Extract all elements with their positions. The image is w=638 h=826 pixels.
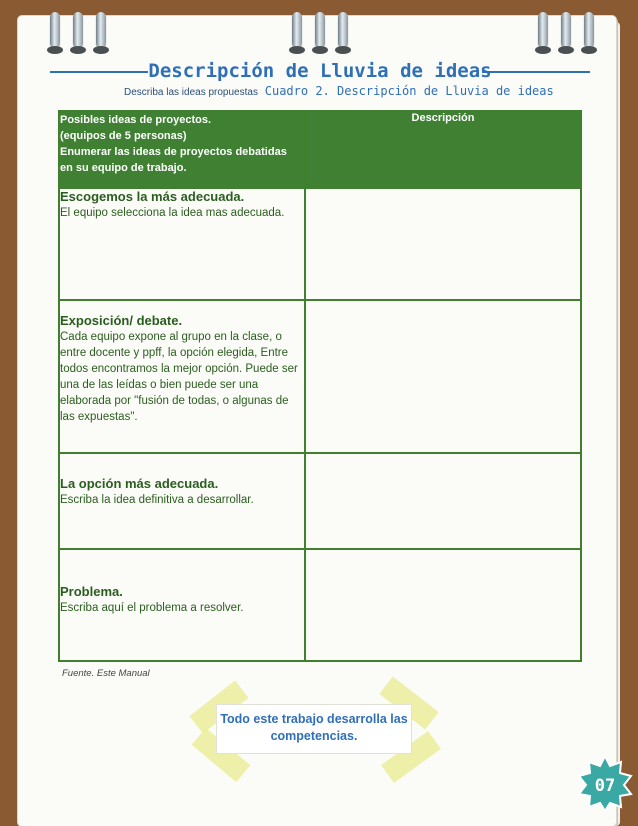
- row-label-cell: [59, 188, 305, 300]
- binder-ring-icon: [584, 12, 594, 48]
- description-cell[interactable]: [305, 188, 581, 300]
- table-row: [59, 453, 581, 548]
- table-row: [59, 549, 581, 661]
- binder-ring-icon: [73, 12, 83, 48]
- row-text: Escriba la idea definitiva a desarrollar.: [60, 494, 254, 507]
- binder-ring-icon: [538, 12, 548, 48]
- sticky-note: [196, 694, 432, 764]
- binder-ring-icon: [315, 12, 325, 48]
- header-ideas: [59, 111, 305, 188]
- note-text: Todo este trabajo desarrolla las competencias.: [216, 704, 412, 754]
- source-note: Fuente. Este Manual: [62, 668, 150, 679]
- description-cell[interactable]: [305, 453, 581, 548]
- row-label-cell: [59, 300, 305, 454]
- row-text: Cada equipo expone al grupo en la clase, o entre docente y ppff, la opción elegida, Entre todos encontramos la mejor opción. Puede ser una de las leídas o bien puede ser una elaborada por "fusión de todas, o algunas de las expuestas".: [60, 330, 298, 423]
- description-cell[interactable]: [305, 549, 581, 661]
- row-title: Problema.: [60, 583, 123, 599]
- ideas-table: [58, 110, 582, 662]
- row-label-cell: [59, 453, 305, 548]
- table-header-row: [59, 111, 581, 188]
- subtitle: [124, 84, 584, 98]
- binder-ring-icon: [561, 12, 571, 48]
- binder-ring-icon: [50, 12, 60, 48]
- table-caption: Cuadro 2. Descripción de Lluvia de ideas: [264, 84, 554, 98]
- row-label-cell: [59, 549, 305, 661]
- header-descripcion: Descripción: [305, 111, 581, 188]
- page-number-badge: [576, 754, 634, 812]
- table-row: [59, 188, 581, 300]
- binder-ring-icon: [292, 12, 302, 48]
- description-cell[interactable]: [305, 300, 581, 454]
- binder-ring-icon: [96, 12, 106, 48]
- row-text: El equipo selecciona la idea mas adecuada.: [60, 206, 285, 219]
- subtitle-prefix: Describa las ideas propuestas: [124, 87, 258, 98]
- title-row: [50, 60, 590, 82]
- header-ideas-text: Posibles ideas de proyectos. (equipos de 5 personas) Enumerar las ideas de proyectos debatidas en su equipo de trabajo.: [60, 114, 287, 174]
- row-title: Exposición/ debate.: [60, 312, 183, 328]
- binder-ring-icon: [338, 12, 348, 48]
- row-title: La opción más adecuada.: [60, 476, 219, 492]
- row-title: Escogemos la más adecuada.: [60, 188, 245, 204]
- row-text: Escriba aquí el problema a resolver.: [60, 601, 244, 614]
- page-number: 07: [594, 776, 616, 796]
- page-title: Descripción de Lluvia de ideas: [148, 60, 492, 82]
- table-row: [59, 300, 581, 454]
